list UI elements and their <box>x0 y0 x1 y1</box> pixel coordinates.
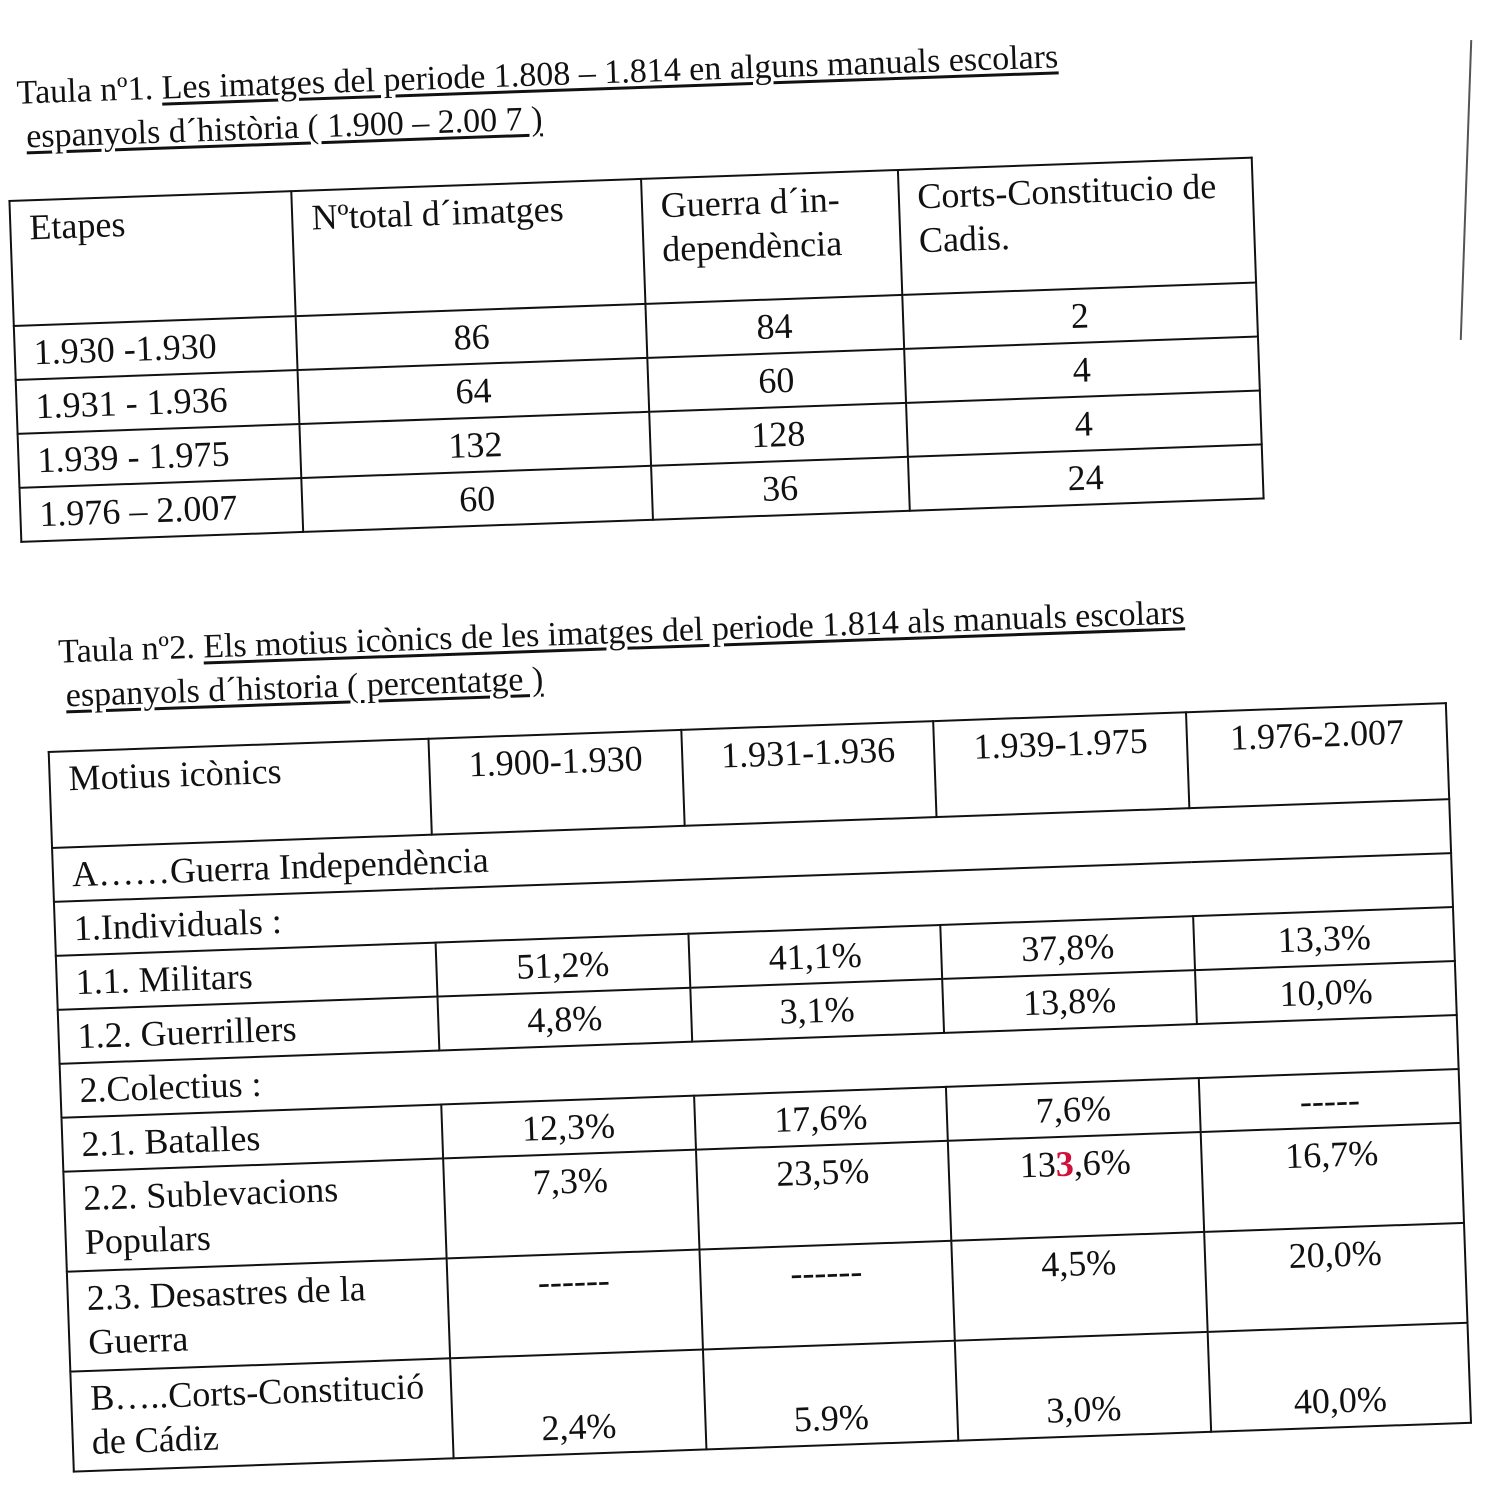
table2-title-line2: espanyols d´historia ( percentatge ) <box>65 660 544 715</box>
cell: 132 <box>300 412 651 478</box>
cell: 2.1. Batalles <box>61 1105 442 1172</box>
cell: 36 <box>651 457 910 520</box>
cell: 1.2. Guerrillers <box>58 997 439 1064</box>
cell: 4 <box>906 390 1262 456</box>
cell: 16,7% <box>1201 1123 1464 1232</box>
cell: 2.2. Sublevacions Populars <box>63 1158 446 1271</box>
cell: 60 <box>647 349 906 412</box>
cell: 7,6% <box>946 1078 1201 1141</box>
header-cell: Motius icònics <box>49 739 432 848</box>
cell: 41,1% <box>689 925 942 988</box>
red-correction-mark: 3 <box>1055 1143 1075 1185</box>
header-cell: 1.931-1.936 <box>681 721 936 826</box>
header-cell: 1.939-1.975 <box>933 712 1190 817</box>
table2-label: Taula nº2. <box>57 628 196 671</box>
cell: B…..Corts-Constitució de Cádiz <box>70 1358 453 1471</box>
table2-title: Els motius icònics de les imatges del periode 1.814 als manuals escolars <box>202 594 1186 666</box>
header-cell: Etapes <box>9 191 296 326</box>
table2 <box>48 702 1472 1472</box>
cell: 12,3% <box>441 1096 696 1159</box>
cell: 4 <box>904 337 1260 403</box>
cell: 24 <box>907 444 1263 510</box>
cell: 3,1% <box>690 979 943 1042</box>
cell: 37,8% <box>940 916 1195 979</box>
header-cell: 1.976-2.007 <box>1186 703 1449 808</box>
table1-label: Taula nº1. <box>16 69 154 112</box>
cell: 13,8% <box>942 970 1197 1033</box>
cell-corrected <box>948 1132 1205 1241</box>
cell: 3,0% <box>955 1332 1212 1441</box>
cell: 40,0% <box>1208 1323 1471 1432</box>
cell: 5.9% <box>703 1341 958 1450</box>
cell: ------ <box>700 1241 955 1350</box>
cell: 17,6% <box>694 1087 947 1150</box>
cell: 2 <box>902 283 1258 349</box>
cell: 2.3. Desastres de la Guerra <box>67 1258 450 1371</box>
cell: ------ <box>446 1250 703 1359</box>
table1 <box>8 157 1264 543</box>
cell: 1.930 -1.930 <box>14 316 298 380</box>
cell: 86 <box>296 304 647 370</box>
cell: 7,3% <box>443 1150 700 1259</box>
group-colectius-label: 2.Colectius : <box>60 1015 1459 1118</box>
header-cell: Guerra d´in-dependència <box>641 170 902 304</box>
cell: 1.976 – 2.007 <box>19 478 303 542</box>
cell: 51,2% <box>435 934 690 997</box>
cell: ----- <box>1199 1069 1460 1132</box>
table1-title: Les imatges del periode 1.808 – 1.814 en alguns manuals escolars <box>161 38 1059 107</box>
cell: 23,5% <box>696 1141 951 1250</box>
value-prefix: 13 <box>1019 1144 1057 1186</box>
table1-title-line2: espanyols d´història ( 1.900 – 2.00 7 ) <box>25 100 544 156</box>
cell: 1.1. Militars <box>56 943 437 1010</box>
group-individuals-label: 1.Individuals : <box>54 853 1453 956</box>
cell: 84 <box>645 295 904 358</box>
cell: 64 <box>298 358 649 424</box>
cell: 20,0% <box>1205 1223 1468 1332</box>
cell: 10,0% <box>1195 961 1456 1024</box>
section-a-label: A……Guerra Independència <box>52 799 1451 902</box>
header-cell: Nºtotal d´imatges <box>292 179 645 316</box>
header-cell: 1.900-1.930 <box>428 730 685 835</box>
cell: 1.939 - 1.975 <box>18 424 302 488</box>
cell: 4,5% <box>951 1232 1208 1341</box>
cell: 128 <box>649 403 908 466</box>
value-suffix: ,6% <box>1073 1141 1132 1184</box>
cell: 4,8% <box>437 988 692 1051</box>
cell: 1.931 - 1.936 <box>16 370 300 434</box>
header-cell: Corts-Constitucio de Cadis. <box>897 158 1256 295</box>
cell: 60 <box>302 466 653 532</box>
table1-caption <box>16 35 1061 159</box>
cell: 2,4% <box>450 1350 707 1459</box>
cell: 13,3% <box>1194 907 1455 970</box>
table2-caption <box>57 591 1186 718</box>
